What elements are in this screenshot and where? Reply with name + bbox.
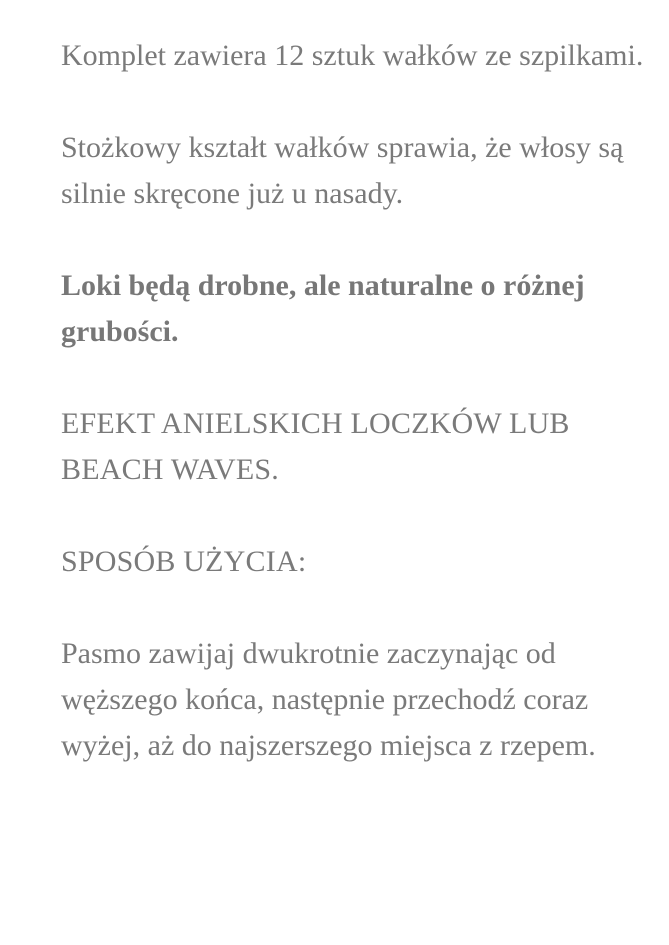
product-description xyxy=(61,33,661,769)
effect-heading: EFEKT ANIELSKICH LOCZKÓW LUB BEACH WAVES. xyxy=(61,407,570,486)
usage-heading: SPOSÓB UŻYCIA: xyxy=(61,545,307,578)
description-paragraph-set-contents: Komplet zawiera 12 sztuk wałków ze szpilkami. xyxy=(61,39,644,72)
description-paragraph-shape: Stożkowy kształt wałków sprawia, że włosy są silnie skręcone już u nasady. xyxy=(61,131,624,210)
usage-instructions: Pasmo zawijaj dwukrotnie zaczynając od węższego końca, następnie przechodź coraz wyżej, aż do najszerszego miejsca z rzepem. xyxy=(61,637,596,762)
description-paragraph-curls: Loki będą drobne, ale naturalne o różnej grubości. xyxy=(61,269,585,348)
